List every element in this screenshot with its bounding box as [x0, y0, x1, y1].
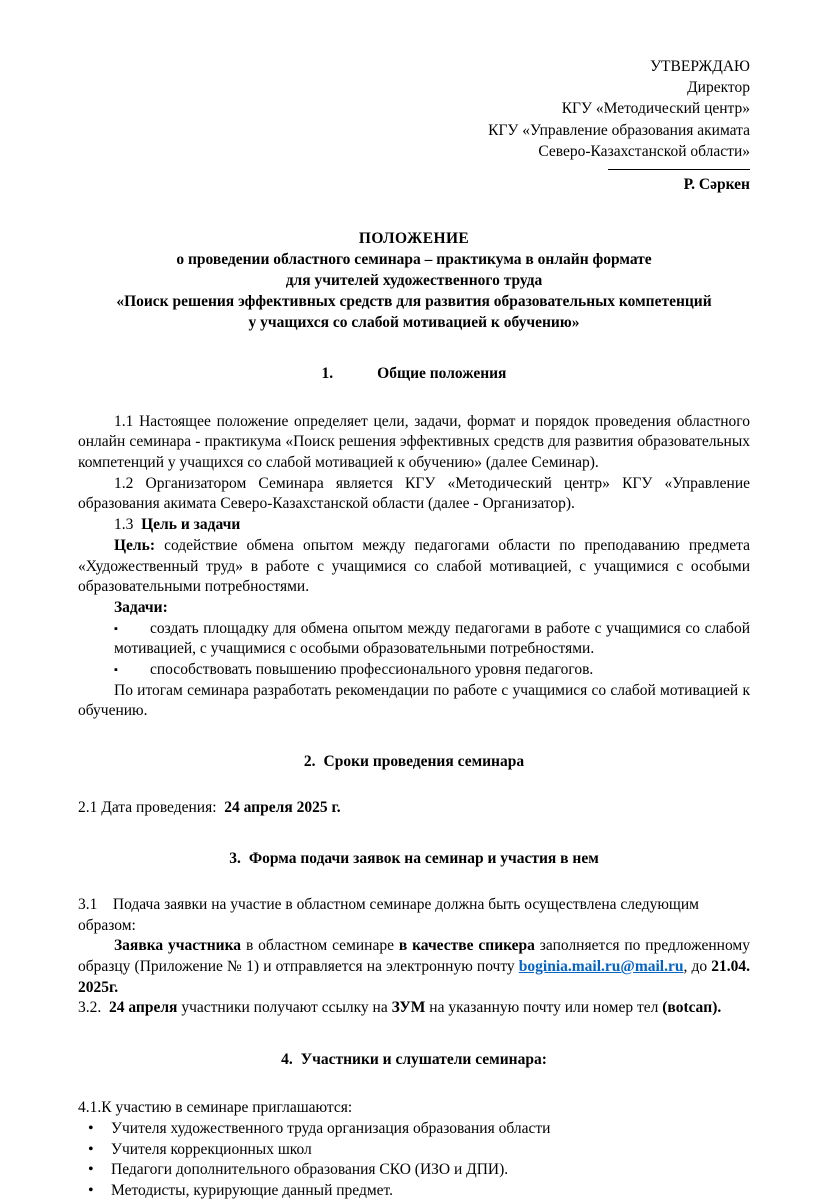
participant-item-1: Учителя художественного труда организация образования области: [111, 1119, 551, 1137]
list-item: [78, 1140, 750, 1161]
paragraph-1-3-heading: [78, 515, 750, 536]
approval-line-2: Директор: [687, 79, 750, 97]
title-line-4: «Поиск решения эффективных средств для развития образовательных компетенций: [116, 293, 712, 311]
clause-3-2-mid-2: на указанную почту или номер тел: [425, 999, 663, 1017]
application-mid-3: , до: [683, 958, 712, 976]
approval-line-4: КГУ «Управление образования акимата: [488, 121, 750, 139]
clause-3-1-number: 3.1: [78, 895, 98, 913]
participants-intro: 4.1.К участию в семинаре приглашаются:: [78, 1099, 353, 1117]
title-line-1: ПОЛОЖЕНИЕ: [358, 230, 470, 248]
application-deadline: 21.04. 2025г.: [78, 958, 750, 996]
section-3-title: Форма подачи заявок на семинар и участия в нем: [248, 849, 599, 867]
section-1-title: Общие положения: [377, 364, 507, 382]
goal-paragraph: [78, 536, 750, 598]
approval-line-1: УТВЕРЖДАЮ: [650, 58, 750, 75]
task-2-text: способствовать повышению профессионального уровня педагогов.: [150, 660, 594, 678]
section-3-number: 3.: [229, 849, 241, 867]
clause-3-2-bold-2: ЗУМ: [391, 999, 426, 1017]
list-item: [78, 1119, 750, 1140]
paragraph-3-1: [78, 895, 750, 936]
goal-label: Цель:: [114, 536, 155, 554]
seminar-date-value: 24 апреля 2025 г.: [224, 799, 341, 817]
square-bullet-icon: ▪: [114, 622, 118, 635]
participant-item-4: Методисты, курирующие данный предмет.: [111, 1182, 394, 1199]
section-4-number: 4.: [281, 1051, 293, 1069]
document-title: [78, 228, 750, 333]
email-link[interactable]: boginia.mail.ru@mail.ru: [518, 958, 684, 976]
closing-paragraph: По итогам семинара разработать рекомендации по работе с учащимися со слабой мотивацией к обучению.: [78, 681, 750, 720]
tasks-heading: [78, 598, 750, 619]
task-1-text: создать площадку для обмена опытом между педагогами в работе с учащимися со слабой мотивацией, с учащимися с особыми образовательными потребностями.: [114, 619, 750, 658]
tasks-label: Задачи:: [114, 598, 168, 616]
clause-1-3-number: 1.3: [114, 516, 134, 534]
section-heading-1: [78, 364, 750, 384]
round-bullet-icon: •: [88, 1182, 94, 1199]
section-2-title: Сроки проведения семинара: [323, 753, 525, 771]
clause-3-2-mid-1: участники получают ссылку на: [177, 999, 392, 1017]
title-line-5: у учащихся со слабой мотивацией к обучению»: [248, 314, 580, 332]
section-heading-2: [78, 752, 750, 772]
participant-item-2: Учителя коррекционных школ: [111, 1140, 312, 1158]
paragraph-3-2: [78, 998, 750, 1019]
title-line-2: о проведении областного семинара – практикума в онлайн формате: [176, 251, 652, 269]
signature-rule: [608, 169, 750, 170]
section-1-number: 1.: [321, 364, 334, 382]
goal-text: содействие обмена опытом между педагогами области по преподаванию предмета «Художественный труд» в работе с учащимися со слабой мотивацией, с учащимися с особыми образовательными потребностями.: [78, 536, 750, 596]
round-bullet-icon: •: [88, 1119, 94, 1137]
task-list-item-1: [78, 619, 750, 660]
approval-block: [78, 56, 750, 162]
application-bold-2: в качестве спикера: [398, 937, 535, 955]
paragraph-1-2: 1.2 Организатором Семинара является КГУ «Методический центр» КГУ «Управление образования акимата Северо-Казахстанской области (далее - Организатор).: [78, 474, 750, 513]
seminar-date-line: [78, 798, 750, 819]
square-bullet-icon: ▪: [114, 663, 118, 676]
signature-name: Р. Сәркен: [683, 176, 750, 194]
section-4-title: Участники и слушатели семинара:: [300, 1051, 547, 1069]
clause-3-2-number: 3.2.: [78, 999, 102, 1017]
round-bullet-icon: •: [88, 1140, 94, 1158]
paragraph-1-1: 1.1 Настоящее положение определяет цели, задачи, формат и порядок проведения областного онлайн семинара - практикума «Поиск решения эффективных средств для развития образовательных компетенций у учащихся со слабой мотивацией к обучению» (далее Семинар).: [78, 412, 750, 472]
application-mid-2: заполняется по предложенному образцу (Приложение № 1) и отправляется на электронную почту: [78, 937, 750, 976]
task-list-item-2: [78, 660, 750, 681]
seminar-date-label: 2.1 Дата проведения: [78, 799, 213, 817]
clause-3-2-bold-1: 24 апреля: [109, 999, 178, 1017]
application-bold-1: Заявка участника: [114, 937, 242, 955]
title-line-3: для учителей художественного труда: [285, 272, 543, 290]
clause-3-2-bold-3: (вotcaп).: [662, 999, 722, 1017]
section-heading-3: [78, 849, 750, 869]
approval-line-5: Северо-Казахстанской области»: [538, 142, 750, 160]
section-heading-4: [78, 1050, 750, 1070]
participant-item-3: Педагоги дополнительного образования СКО (ИЗО и ДПИ).: [111, 1161, 509, 1179]
application-form-paragraph: [78, 936, 750, 998]
section-2-number: 2.: [303, 753, 316, 771]
application-mid-1: в областном семинаре: [241, 937, 399, 955]
clause-3-1-text: Подача заявки на участие в областном семинаре должна быть осуществлена следующим образом:: [78, 895, 699, 934]
round-bullet-icon: •: [88, 1161, 94, 1179]
signature-rule-container: [78, 169, 750, 170]
date-colon: :: [212, 799, 217, 817]
list-item: [78, 1160, 750, 1181]
approval-line-3: КГУ «Методический центр»: [561, 100, 750, 118]
clause-1-3-title: Цель и задачи: [141, 516, 241, 534]
list-item: [78, 1181, 750, 1202]
